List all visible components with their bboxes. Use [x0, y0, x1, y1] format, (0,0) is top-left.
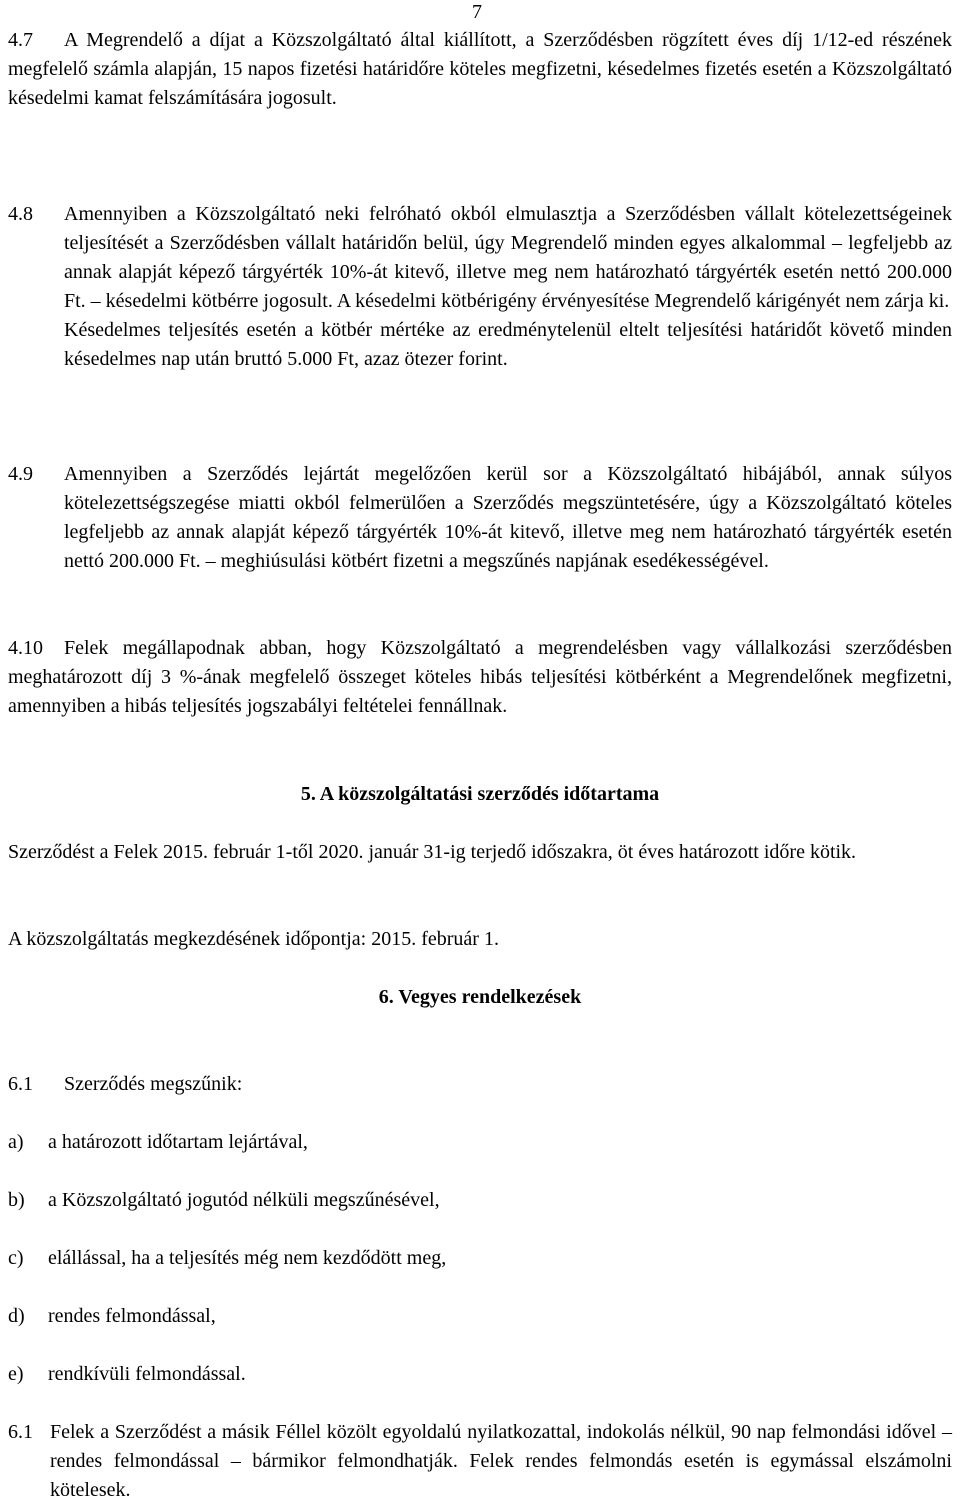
- list-item-label: e): [8, 1363, 24, 1385]
- clause-text: Felek a Szerződést a másik Féllel közölt egyoldalú nyilatkozattal, indokolás nélkül, 90 nap felmondási idővel – rendes felmondással – bármikor felmondhatják. Felek rendes felmondás esetén is egymással elszámolni kötelesek.: [50, 1421, 952, 1501]
- section-5-paragraph-2: A közszolgáltatás megkezdésének időpontja: 2015. február 1.: [8, 928, 499, 950]
- list-item: [8, 1360, 246, 1389]
- list-item-text: rendkívüli felmondással.: [48, 1363, 246, 1385]
- page-number: 7: [472, 1, 482, 23]
- section-5-heading: 5. A közszolgáltatási szerződés időtartama: [300, 783, 660, 805]
- clause-text-2: Késedelmes teljesítés esetén a kötbér mértéke az eredménytelenül eltelt teljesítési határidőt követő minden késedelmes nap után bruttó 5.000 Ft, azaz ötezer forint.: [64, 319, 952, 370]
- list-item-label: b): [8, 1189, 25, 1211]
- clause-6-1: [8, 1070, 952, 1099]
- clause-4-9: [8, 460, 952, 576]
- list-item-label: d): [8, 1305, 25, 1327]
- clause-number: 4.7: [8, 29, 33, 51]
- list-item-text: a Közszolgáltató jogutód nélküli megszűnésével,: [48, 1189, 440, 1211]
- clause-text: A Megrendelő a díjat a Közszolgáltató által kiállított, a Szerződésben rögzített éves díj 1/12-ed részének megfelelő számla alapján, 15 napos fizetési határidőre köteles megfizetni, késedelmes fizetés esetén a Közszolgáltató késedelmi kamat felszámítására jogosult.: [8, 29, 952, 109]
- clause-6-1-termination: [8, 1418, 952, 1505]
- list-item-text: elállással, ha a teljesítés még nem kezdődött meg,: [48, 1247, 447, 1269]
- list-item-text: a határozott időtartam lejártával,: [48, 1131, 308, 1153]
- clause-number: 6.1: [8, 1073, 33, 1095]
- list-item: [8, 1128, 308, 1157]
- clause-number: 6.1: [8, 1421, 33, 1443]
- list-item: [8, 1186, 440, 1215]
- clause-4-8: [8, 200, 952, 374]
- list-item: [8, 1244, 446, 1273]
- clause-number: 4.8: [8, 203, 33, 225]
- clause-text: Felek megállapodnak abban, hogy Közszolgáltató a megrendelésben vagy vállalkozási szerződésben meghatározott díj 3 %-ának megfelelő összeget köteles hibás teljesítési kötbérként a Megrendelőnek megfizetni, amennyiben a hibás teljesítés jogszabályi feltételei fennállnak.: [8, 637, 952, 717]
- list-item-label: a): [8, 1131, 24, 1153]
- list-item-label: c): [8, 1247, 24, 1269]
- section-5-paragraph-1: Szerződést a Felek 2015. február 1-től 2020. január 31-ig terjedő időszakra, öt éves határozott időre kötik.: [8, 841, 857, 863]
- list-item: [8, 1302, 216, 1331]
- clause-4-10: [8, 634, 952, 721]
- section-6-heading: 6. Vegyes rendelkezések: [378, 986, 582, 1008]
- clause-text: Amennyiben a Szerződés lejártát megelőzően kerül sor a Közszolgáltató hibájából, annak súlyos kötelezettségszegése miatti okból felmerülően a Szerződés megszüntetésére, úgy a Közszolgáltató köteles legfeljebb az annak alapját képező tárgyérték 10%-át kitevő, illetve meg nem határozható tárgyérték esetén nettó 200.000 Ft. – meghiúsulási kötbért fizetni a megszűnés napjának esedékességével.: [64, 463, 952, 572]
- list-item-text: rendes felmondással,: [48, 1305, 216, 1327]
- clause-number: 4.9: [8, 463, 33, 485]
- clause-text: Amennyiben a Közszolgáltató neki felróható okból elmulasztja a Szerződésben vállalt kötelezettségeinek teljesítését a Szerződésben vállalt határidőn belül, úgy Megrendelő minden egyes alkalommal – legfeljebb az annak alapját képező tárgyérték 10%-át kitevő, illetve meg nem határozható tárgyérték esetén nettó 200.000 Ft. – késedelmi kötbérre jogosult. A késedelmi kötbérigény érvényesítése Megrendelő kárigényét nem zárja ki.: [64, 203, 952, 312]
- clause-4-7: [8, 26, 952, 113]
- clause-text: Szerződés megszűnik:: [64, 1073, 243, 1095]
- clause-number: 4.10: [8, 637, 43, 659]
